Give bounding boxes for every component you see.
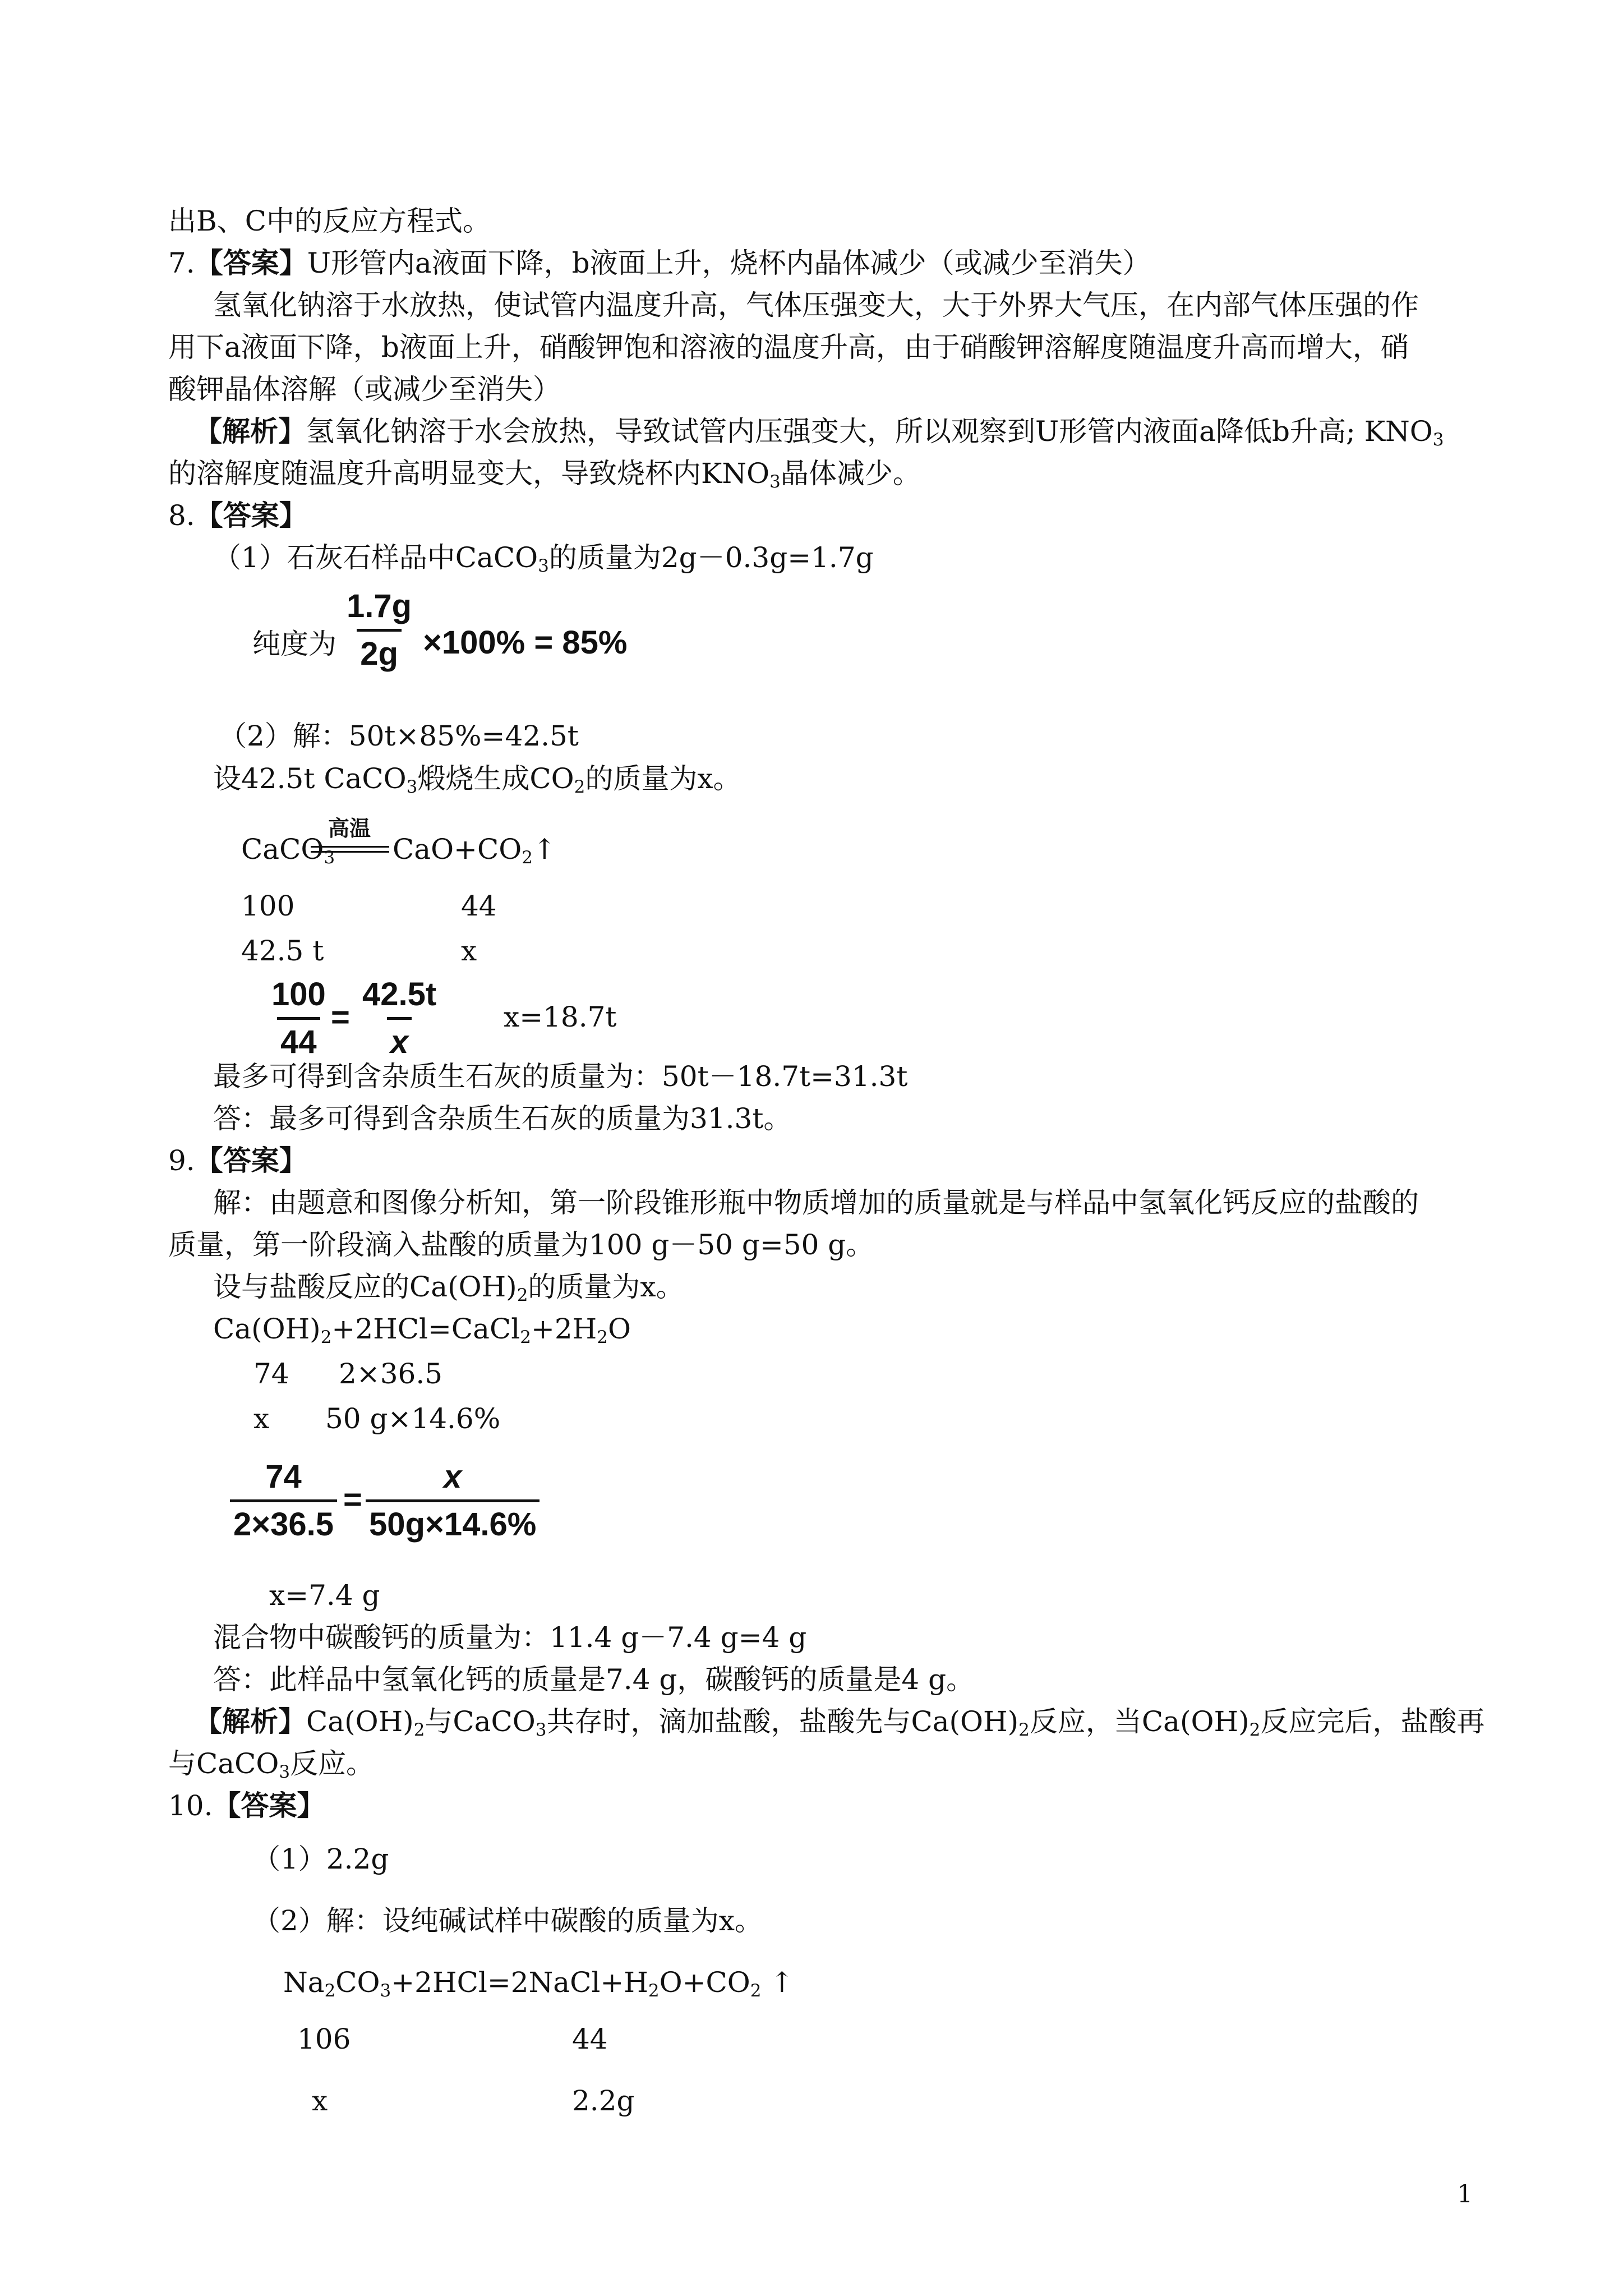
text-line: 质量，第一阶段滴入盐酸的质量为100 g－50 g=50 g。	[168, 1228, 874, 1261]
subscript: 2	[520, 1327, 531, 1347]
ratio-fraction-left	[230, 1457, 337, 1545]
fraction-numerator: 1.7g	[347, 588, 412, 624]
subscript: 2	[1249, 1719, 1261, 1740]
page-number: 1	[1457, 2180, 1473, 2208]
equals-sign: =	[331, 999, 350, 1036]
subscript: 2	[522, 847, 533, 868]
text-line: 答：此样品中氢氧化钙的质量是7.4 g，碳酸钙的质量是4 g。	[213, 1663, 975, 1696]
molar-mass: 2×36.5	[339, 1358, 443, 1390]
fraction-denominator: x	[387, 1017, 412, 1062]
ratio-fraction-right	[366, 1457, 540, 1545]
question-number: 9.	[168, 1144, 195, 1177]
text-segment: 氢氧化钠溶于水会放热，导致试管内压强变大，所以观察到U形管内液面a降低b升高; KNO	[306, 415, 1433, 448]
gas-arrow-icon: ↑	[761, 1966, 794, 1999]
purity-label: 纯度为	[252, 628, 336, 660]
subscript: 2	[574, 776, 585, 797]
text-segment: 的质量为x。	[585, 762, 741, 795]
fraction-numerator: 100	[271, 976, 326, 1013]
text-segment: +2H	[531, 1313, 597, 1345]
subscript: 3	[1432, 429, 1444, 450]
result-x: x=7.4 g	[269, 1579, 380, 1612]
answer-tag: 【答案】	[195, 1144, 307, 1177]
molar-mass: 74	[253, 1358, 289, 1390]
mass-value: x	[312, 2085, 328, 2117]
mass-value: x	[253, 1402, 270, 1435]
subscript: 2	[648, 1980, 660, 2001]
chemical-equation	[283, 1964, 794, 2000]
text-segment: 与CaCO	[168, 1747, 279, 1780]
subscript: 2	[324, 1980, 336, 2001]
text-segment: 的质量为x。	[528, 1271, 684, 1303]
text-segment: +2HCl=CaCl	[331, 1313, 520, 1345]
analysis-line	[194, 413, 1444, 449]
question-7-answer-line	[168, 245, 1151, 281]
text-segment: O+CO	[659, 1966, 750, 1999]
text-segment: CaCO	[241, 833, 324, 866]
ratio-fraction-right	[359, 974, 440, 1062]
equals-sign: =	[343, 1481, 362, 1518]
question-8-answer-line	[168, 498, 307, 533]
fraction-denominator: 2×36.5	[230, 1499, 337, 1545]
text-segment: O	[607, 1313, 631, 1345]
chemical-equation	[213, 1311, 631, 1347]
text-segment: 的溶解度随温度升高明显变大，导致烧杯内KNO	[168, 457, 770, 490]
text-segment: 的质量为2g－0.3g=1.7g	[548, 541, 874, 574]
fraction-numerator: 74	[265, 1458, 302, 1495]
answer-tag: 【答案】	[195, 246, 307, 279]
text-segment: 反应完后，盐酸再	[1260, 1705, 1485, 1738]
molar-mass: 106	[297, 2023, 351, 2055]
subscript: 3	[324, 847, 335, 868]
text-line	[168, 455, 921, 491]
fraction-denominator: 50g×14.6%	[366, 1499, 540, 1545]
mass-value: x	[461, 935, 477, 967]
text-segment: CO	[335, 1966, 380, 1999]
text-segment: Ca(OH)	[213, 1313, 321, 1345]
text-segment: 共存时，滴加盐酸，盐酸先与Ca(OH)	[546, 1705, 1019, 1738]
text-line: 用下a液面下降，b液面上升，硝酸钾饱和溶液的温度升高，由于硝酸钾溶解度随温度升高而增大，硝	[168, 331, 1409, 364]
chemical-equation	[241, 831, 335, 867]
text-line: 解：由题意和图像分析知，第一阶段锥形瓶中物质增加的质量就是与样品中氢氧化钙反应的盐酸的	[213, 1186, 1419, 1219]
question-number: 10.	[168, 1789, 213, 1822]
mass-value: 42.5 t	[241, 935, 324, 967]
mass-value: 2.2g	[572, 2085, 635, 2117]
question-number: 8.	[168, 499, 195, 532]
text-line	[213, 1269, 684, 1305]
subscript: 2	[517, 1285, 528, 1305]
answer-text: U形管内a液面下降，b液面上升，烧杯内晶体减少（或减少至消失）	[307, 247, 1151, 279]
subscript: 2	[1018, 1719, 1030, 1740]
text-segment: （1）石灰石样品中CaCO	[213, 541, 538, 574]
text-segment: 设42.5t CaCO	[213, 762, 407, 795]
text-line	[213, 540, 874, 576]
text-line: 酸钾晶体溶解（或减少至消失）	[168, 373, 561, 406]
chemical-equation-products	[393, 831, 556, 867]
fraction-numerator: 42.5t	[362, 976, 437, 1013]
analysis-tag: 【解析】	[194, 1705, 306, 1738]
molar-mass: 44	[572, 2023, 608, 2055]
answer-tag: 【答案】	[213, 1789, 325, 1822]
subscript: 3	[535, 1719, 547, 1740]
text-line: 答：最多可得到含杂质生石灰的质量为31.3t。	[213, 1102, 792, 1135]
molar-mass: 44	[461, 890, 497, 922]
text-line: 最多可得到含杂质生石灰的质量为：50t－18.7t=31.3t	[213, 1060, 908, 1093]
text-line: （1）2.2g	[252, 1843, 389, 1875]
text-segment: Ca(OH)	[306, 1705, 414, 1738]
subscript: 3	[406, 776, 418, 797]
question-10-answer-line	[168, 1788, 325, 1824]
text-segment: 晶体减少。	[780, 457, 921, 490]
subscript: 3	[769, 471, 781, 492]
subscript: 2	[320, 1327, 332, 1347]
gas-arrow-icon: ↑	[532, 833, 556, 866]
text-line: 混合物中碳酸钙的质量为：11.4 g－7.4 g=4 g	[213, 1621, 807, 1654]
text-segment: 反应，当Ca(OH)	[1029, 1705, 1249, 1738]
text-segment: +2HCl=2NaCl+H	[391, 1966, 648, 1999]
text-segment: 煅烧生成CO	[417, 762, 574, 795]
subscript: 2	[597, 1327, 608, 1347]
answer-tag: 【答案】	[195, 499, 307, 532]
subscript: 3	[538, 555, 549, 576]
text-segment: Na	[283, 1966, 325, 1999]
ratio-fraction-left	[268, 974, 329, 1062]
subscript: 2	[413, 1719, 425, 1740]
text-line: （2）解：50t×85%=42.5t	[219, 720, 579, 752]
analysis-line	[194, 1704, 1484, 1740]
molar-mass: 100	[241, 890, 295, 922]
question-9-answer-line	[168, 1143, 307, 1179]
text-segment: 与CaCO	[425, 1705, 536, 1738]
text-segment: 设与盐酸反应的Ca(OH)	[213, 1271, 517, 1303]
text-segment: CaO+CO	[393, 833, 522, 866]
result-x: x=18.7t	[504, 1001, 617, 1033]
text-segment: 反应。	[290, 1747, 375, 1780]
text-line	[213, 761, 741, 797]
text-line: 出B、C中的反应方程式。	[168, 205, 491, 237]
reaction-condition: 高温	[328, 816, 371, 841]
fraction-numerator: x	[444, 1458, 462, 1495]
subscript: 2	[750, 1980, 762, 2001]
mass-value: 50 g×14.6%	[325, 1402, 501, 1435]
question-number: 7.	[168, 247, 195, 279]
purity-fraction	[343, 586, 415, 674]
subscript: 3	[380, 1980, 391, 2001]
purity-result: ×100% = 85%	[423, 624, 628, 661]
text-line: （2）解：设纯碱试样中碳酸的质量为x。	[252, 1904, 763, 1937]
text-line	[168, 1746, 374, 1782]
text-line: 氢氧化钠溶于水放热，使试管内温度升高，气体压强变大，大于外界大气压，在内部气体压强的作	[213, 289, 1419, 321]
fraction-denominator: 2g	[357, 629, 402, 674]
fraction-denominator: 44	[277, 1017, 320, 1062]
analysis-tag: 【解析】	[194, 415, 306, 448]
subscript: 3	[279, 1761, 291, 1782]
